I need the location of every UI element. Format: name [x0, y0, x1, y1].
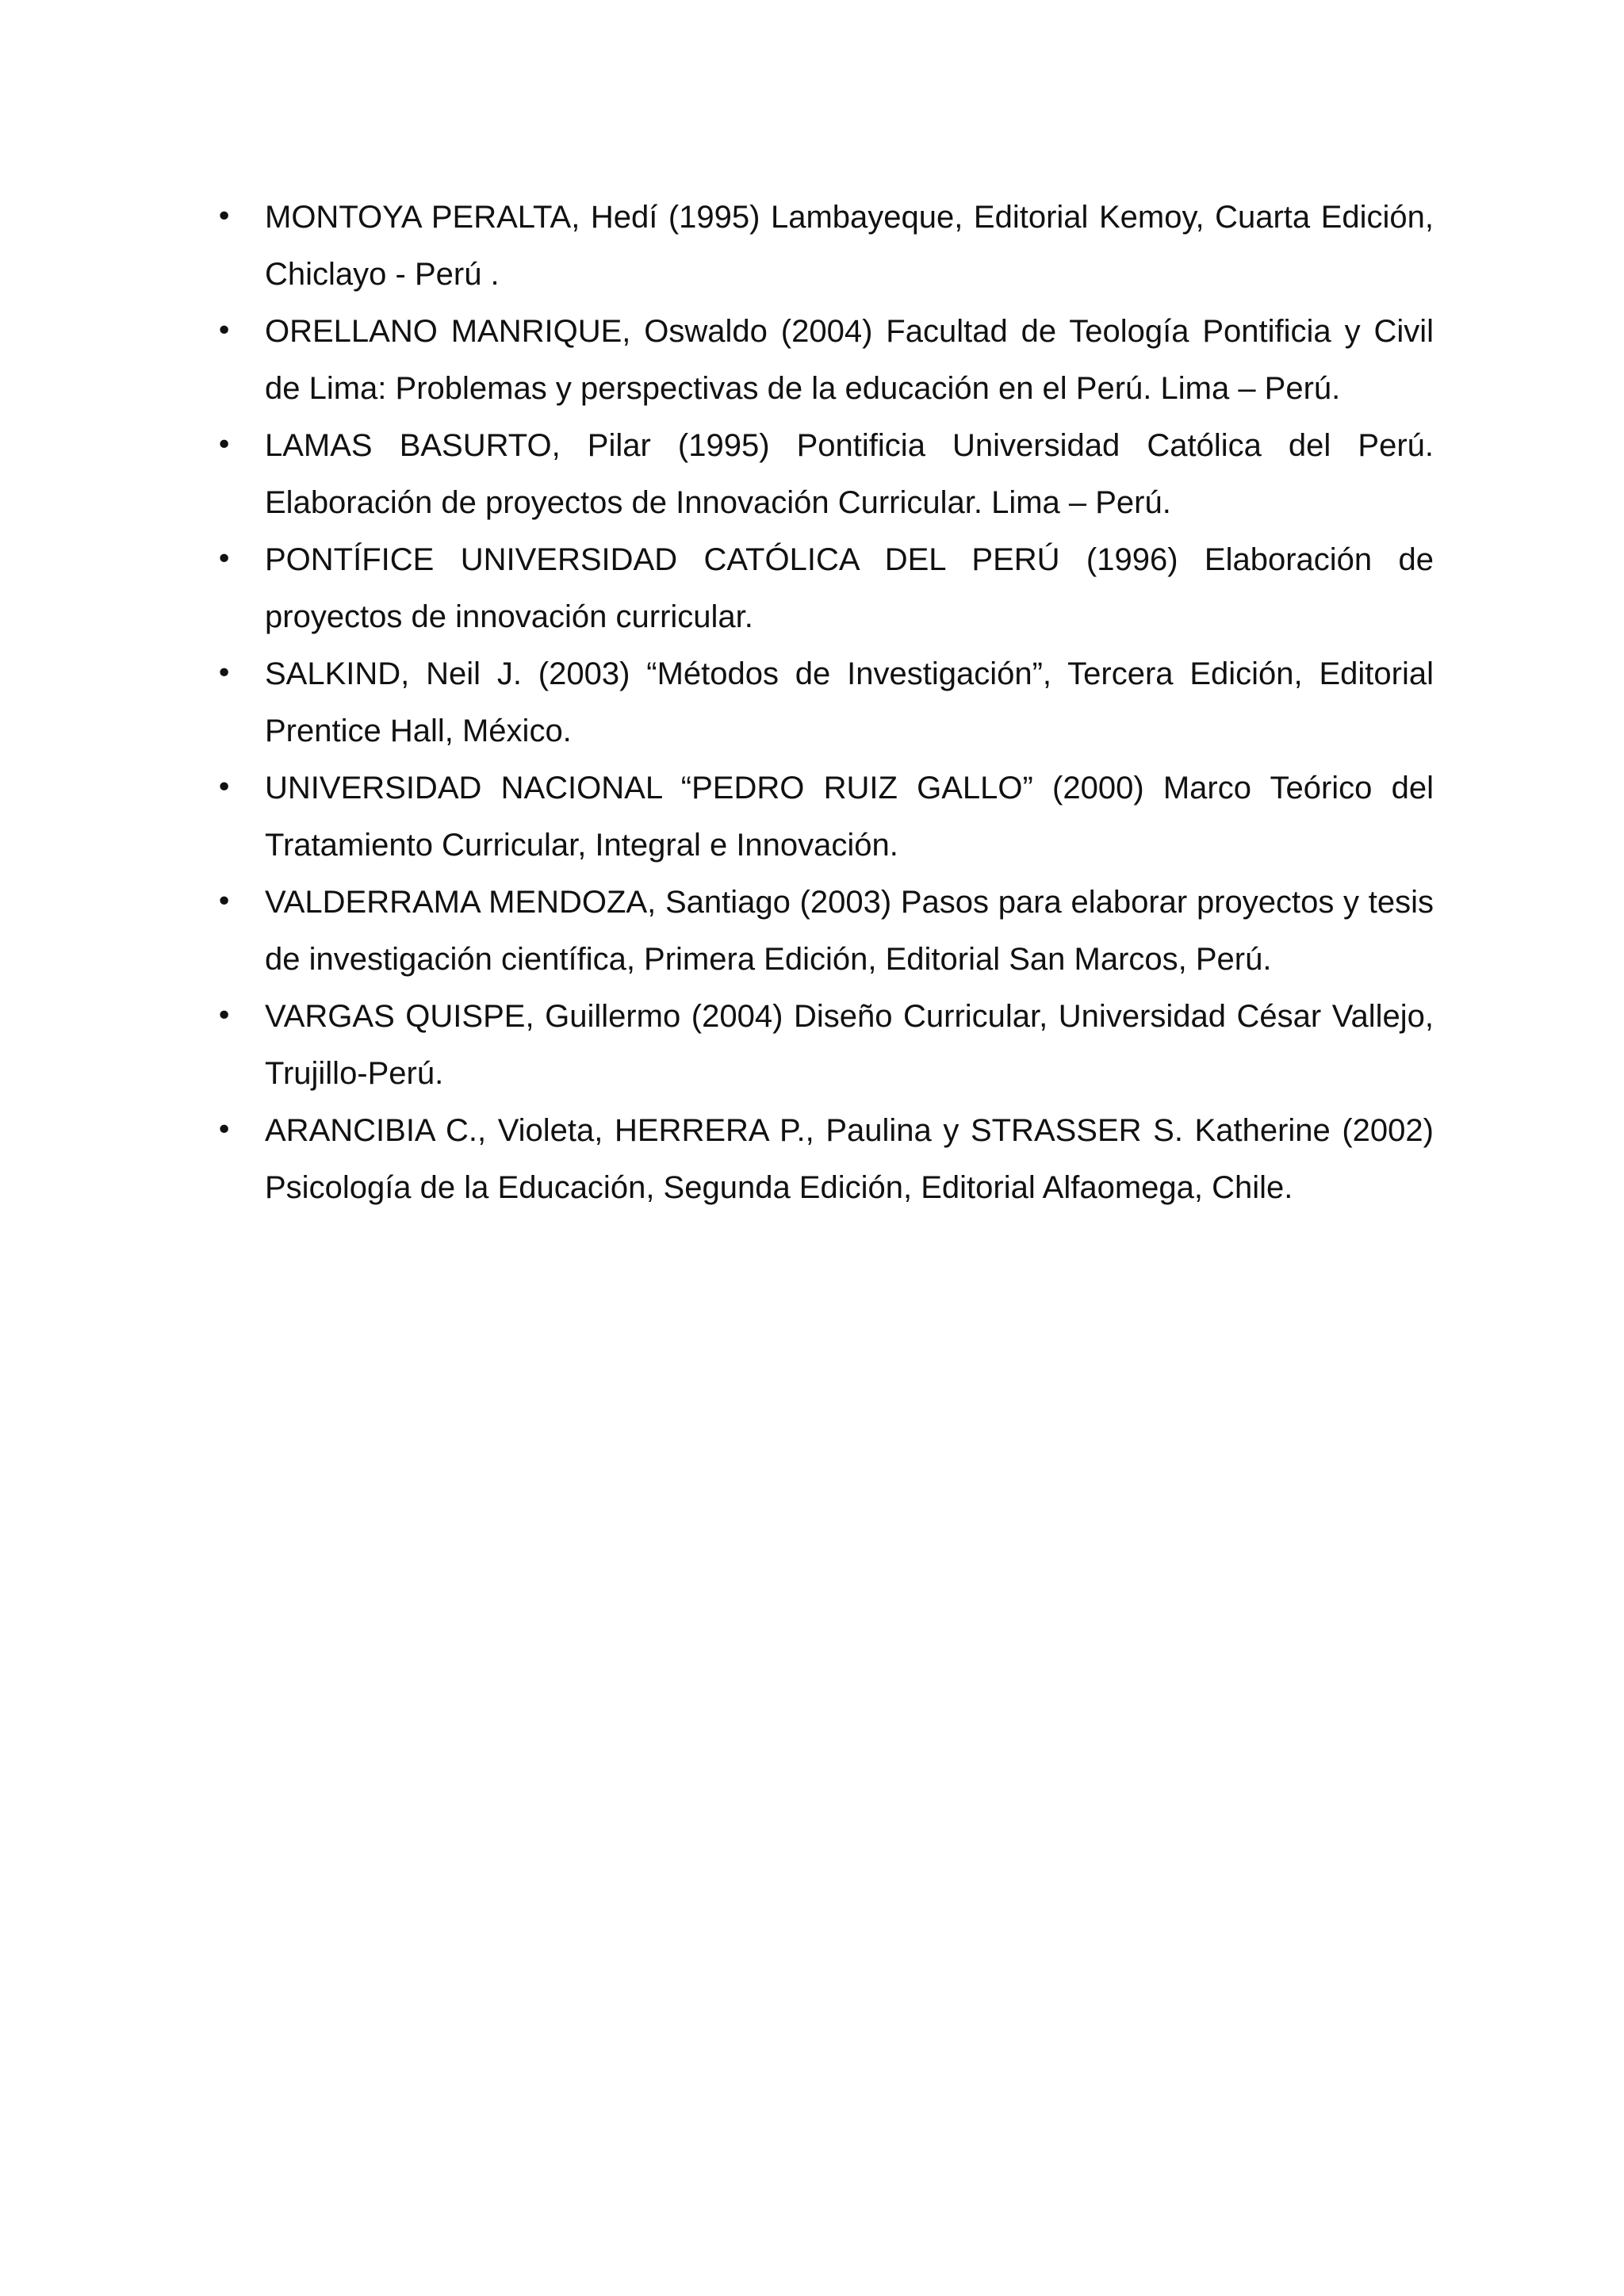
reference-text: MONTOYA PERALTA, Hedí (1995) Lambayeque, Editorial Kemoy, Cuarta Edición, Chiclayo - Perú .: [265, 200, 1434, 292]
reference-item: [208, 874, 1434, 988]
reference-text: ORELLANO MANRIQUE, Oswaldo (2004) Facultad de Teología Pontificia y Civil de Lima: Problemas y perspectivas de la educación en el Perú. Lima – Perú.: [265, 314, 1434, 406]
bullet-icon: •: [216, 657, 233, 690]
reference-list: [208, 189, 1434, 1216]
bullet-icon: •: [216, 1114, 233, 1146]
reference-text: UNIVERSIDAD NACIONAL “PEDRO RUIZ GALLO” (2000) Marco Teórico del Tratamiento Curricular, Integral e Innovación.: [265, 771, 1434, 863]
reference-item: [208, 417, 1434, 531]
reference-text: VARGAS QUISPE, Guillermo (2004) Diseño Curricular, Universidad César Vallejo, Trujillo-Perú.: [265, 999, 1434, 1091]
bullet-icon: •: [216, 201, 233, 233]
bullet-icon: •: [216, 543, 233, 576]
reference-text: VALDERRAMA MENDOZA, Santiago (2003) Pasos para elaborar proyectos y tesis de investigación científica, Primera Edición, Editorial San Marcos, Perú.: [265, 885, 1434, 977]
bullet-icon: •: [216, 1000, 233, 1032]
bullet-icon: •: [216, 315, 233, 347]
reference-item: [208, 531, 1434, 645]
reference-text: ARANCIBIA C., Violeta, HERRERA P., Paulina y STRASSER S. Katherine (2002) Psicología de la Educación, Segunda Edición, Editorial Alfaomega, Chile.: [265, 1113, 1434, 1205]
reference-item: [208, 1102, 1434, 1216]
reference-item: [208, 760, 1434, 874]
bullet-icon: •: [216, 429, 233, 461]
reference-item: [208, 303, 1434, 417]
bullet-icon: •: [216, 886, 233, 918]
reference-text: PONTÍFICE UNIVERSIDAD CATÓLICA DEL PERÚ (1996) Elaboración de proyectos de innovación curricular.: [265, 542, 1434, 634]
reference-item: [208, 645, 1434, 760]
bullet-icon: •: [216, 771, 233, 804]
reference-text: SALKIND, Neil J. (2003) “Métodos de Investigación”, Tercera Edición, Editorial Prentice Hall, México.: [265, 656, 1434, 748]
reference-item: [208, 189, 1434, 303]
reference-text: LAMAS BASURTO, Pilar (1995) Pontificia Universidad Católica del Perú. Elaboración de proyectos de Innovación Curricular. Lima – Perú.: [265, 428, 1434, 520]
reference-item: [208, 988, 1434, 1102]
